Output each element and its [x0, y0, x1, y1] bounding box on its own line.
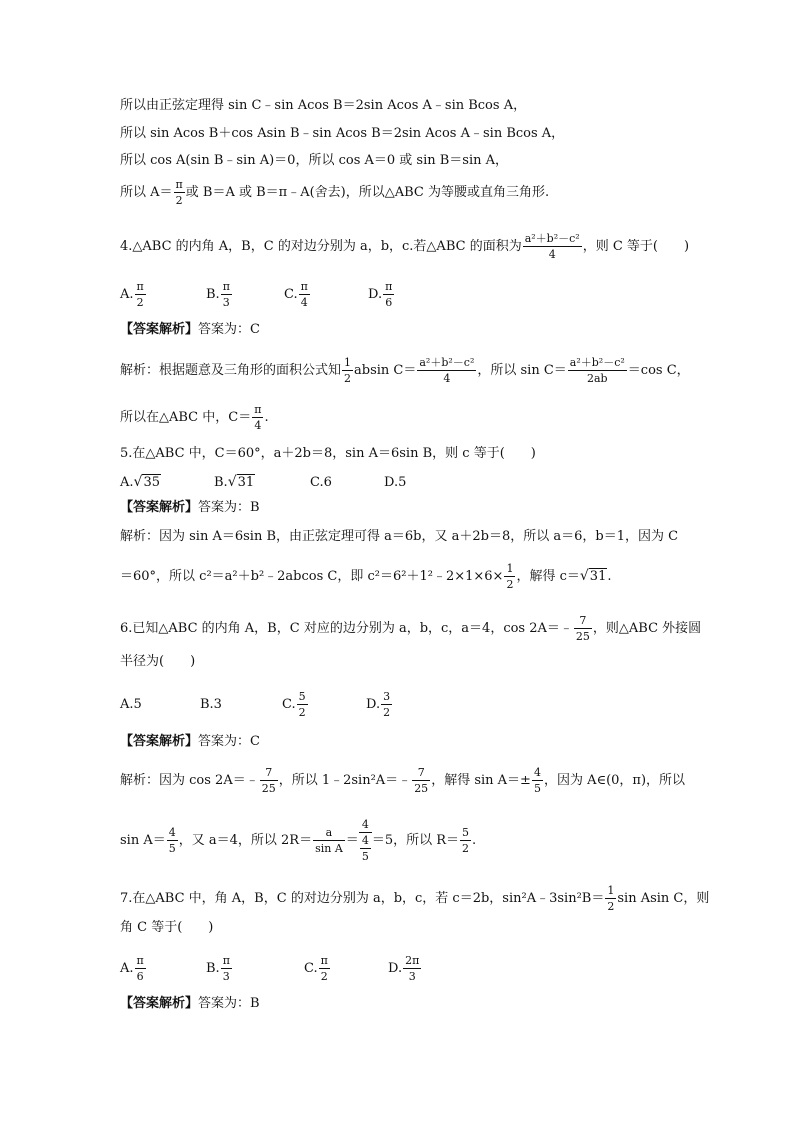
text-line: 所以由正弦定理得 sin C﹣sin Acos B＝2sin Acos A﹣sin Bcos A，: [120, 98, 527, 113]
option-b: B.√31: [214, 474, 255, 490]
option-b: B. $\frac{\pi}{3}$: [206, 954, 230, 983]
nested-fraction: $\frac{4}{\frac{4}{5}}$: [359, 818, 372, 863]
answer-tag: 【答案解析】: [120, 500, 199, 515]
option-a: A. $\frac{\pi}{2}$: [120, 280, 144, 309]
answer-line: 【答案解析】答案为：B: [120, 996, 260, 1011]
option-a: A.√35: [120, 474, 160, 490]
option-c: C. $\frac{\pi}{2}$: [304, 954, 328, 983]
solution-line: 解析：因为 cos 2A＝﹣ $\frac{7}{25}$ ，所以 1﹣2sin²A＝﹣ $\frac{7}{25}$ ，解得 sin A＝± $\frac{4}{5}$ ，因为 A∈(0，π)，所以: [120, 766, 686, 795]
option-b: B.3: [200, 697, 222, 712]
solution-line: sin A＝ $\frac{4}{5}$ ，又 a＝4，所以 2R＝ $\frac{a}{\text{sin A}}$ ＝ $\frac{4}{\frac{4}{5}}$ ＝5，所以 R＝ $\frac{5}{2}$ .: [120, 818, 477, 863]
question-7-stem: 7.在△ABC 中，角 A，B，C 的对边分别为 a，b，c，若 c＝2b，sin²A﹣3sin²B＝ $\frac{1}{2}$ sin Asin C，则: [120, 884, 710, 913]
option-d: D.5: [384, 475, 407, 490]
solution-line: 所以在△ABC 中，C＝ $\frac{\pi}{4}$ .: [120, 403, 269, 432]
answer-line: 【答案解析】答案为：B: [120, 500, 260, 515]
question-7-stem-cont: 角 C 等于( ): [120, 920, 214, 935]
question-5-options: [120, 472, 406, 493]
question-6-stem: 6.已知△ABC 的内角 A，B，C 对应的边分别为 a，b，c，a＝4，cos 2A＝﹣ $\frac{7}{25}$ ，则△ABC 外接圆: [120, 614, 702, 643]
text-line: [120, 178, 549, 207]
fraction: $\frac{\pi}{2}$: [175, 178, 183, 207]
solution-line: 解析：因为 sin A＝6sin B，由正弦定理可得 a＝6b，又 a＋2b＝8，所以 a＝6，b＝1，因为 C: [120, 529, 679, 544]
answer-line: 【答案解析】答案为：C: [120, 322, 260, 337]
text-line: 所以 cos A(sin B﹣sin A)＝0，所以 cos A＝0 或 sin B＝sin A，: [120, 153, 509, 168]
answer-line: 【答案解析】答案为：C: [120, 734, 260, 749]
answer-tag: 【答案解析】: [120, 322, 199, 337]
option-a: A. $\frac{\pi}{6}$: [120, 954, 144, 983]
solution-line: 解析：根据题意及三角形的面积公式知 $\frac{1}{2}$ absin C＝ $\frac{\text{a²＋b²－c²}}{4}$ ，所以 sin C＝ $\frac{\text{a²＋b²－c²}}{2ab}$ ＝cos C，: [120, 356, 690, 385]
text-line: 所以 sin Acos B＋cos Asin B﹣sin Acos B＝2sin Acos A﹣sin Bcos A，: [120, 126, 565, 141]
option-c: C. $\frac{\pi}{4}$: [284, 280, 308, 309]
text: 所以 A＝: [120, 185, 173, 200]
text: 或 B＝A 或 B＝π﹣A(舍去)，所以△ABC 为等腰或直角三角形.: [185, 185, 550, 200]
answer-tag: 【答案解析】: [120, 734, 199, 749]
option-b: B. $\frac{\pi}{3}$: [206, 280, 230, 309]
answer-tag: 【答案解析】: [120, 996, 199, 1011]
solution-line: ＝60°，所以 c²＝a²＋b²﹣2abcos C，即 c²＝6²＋1²﹣2×1×6× $\frac{1}{2}$ ，解得 c＝√31.: [120, 562, 612, 591]
question-6-stem-cont: 半径为( ): [120, 654, 196, 669]
question-4-options: [120, 280, 395, 309]
fraction: $\frac{\text{a²＋b²－c²}}{4}$: [524, 232, 580, 261]
option-d: D. $\frac{2\pi}{3}$: [388, 954, 420, 983]
question-5-stem: 5.在△ABC 中，C＝60°，a＋2b＝8，sin A＝6sin B，则 c 等于( ): [120, 446, 536, 461]
option-a: A.5: [120, 697, 142, 712]
question-7-options: [120, 954, 422, 983]
option-c: C.6: [310, 475, 332, 490]
question-4-stem: 4.△ABC 的内角 A，B，C 的对边分别为 a，b，c.若△ABC 的面积为 $\frac{\text{a²＋b²－c²}}{4}$ ，则 C 等于( ): [120, 232, 690, 261]
option-d: D. $\frac{\pi}{6}$: [368, 280, 393, 309]
option-c: C. $\frac{5}{2}$: [282, 690, 306, 719]
option-d: D. $\frac{3}{2}$: [366, 690, 391, 719]
question-6-options: [120, 690, 393, 719]
